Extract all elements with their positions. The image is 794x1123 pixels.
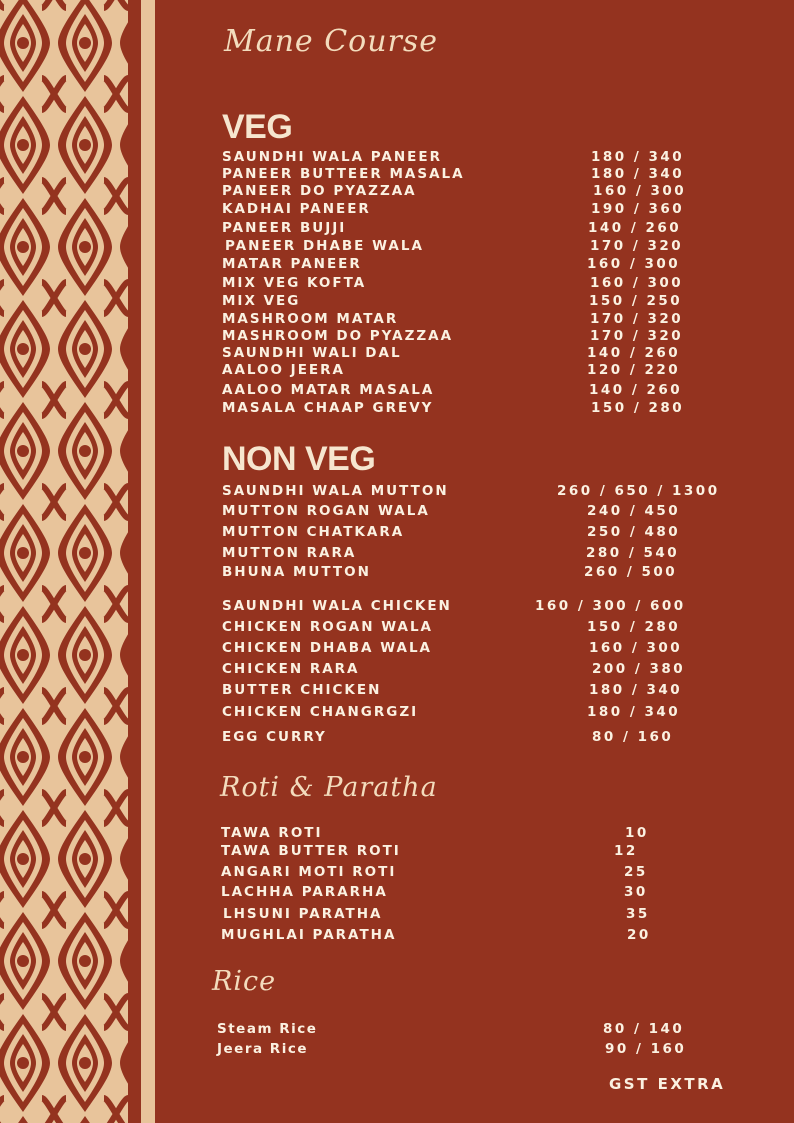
veg-item-price: 170 / 320 xyxy=(590,238,684,254)
roti-item-name: MUGHLAI PARATHA xyxy=(221,927,397,943)
non-veg-item-name: EGG CURRY xyxy=(222,729,327,745)
non-veg-item-name: MUTTON CHATKARA xyxy=(222,524,405,540)
veg-item-name: MATAR PANEER xyxy=(222,256,362,272)
veg-item-price: 180 / 340 xyxy=(591,149,685,165)
decorative-border-line xyxy=(141,0,155,1123)
non-veg-item-price: 250 / 480 xyxy=(587,524,681,540)
gst-note: GST EXTRA xyxy=(609,1075,726,1093)
main-course-heading: Mane Course xyxy=(224,24,439,59)
roti-item-name: TAWA BUTTER ROTI xyxy=(221,843,401,859)
rice-heading: Rice xyxy=(212,966,277,997)
veg-item-price: 140 / 260 xyxy=(588,220,682,236)
non-veg-item-price: 180 / 340 xyxy=(587,704,681,720)
non-veg-item-name: CHICKEN ROGAN WALA xyxy=(222,619,433,635)
veg-item-name: SAUNDHI WALI DAL xyxy=(222,345,402,361)
veg-item-price: 120 / 220 xyxy=(587,362,681,378)
non-veg-item-price: 200 / 380 xyxy=(592,661,686,677)
roti-item-name: TAWA ROTI xyxy=(221,825,323,841)
non-veg-item-price: 260 / 500 xyxy=(584,564,678,580)
non-veg-item-price: 280 / 540 xyxy=(586,545,680,561)
veg-item-name: PANEER BUTTEER MASALA xyxy=(222,166,465,182)
roti-item-name: ANGARI MOTI ROTI xyxy=(221,864,397,880)
veg-item-name: MASHROOM MATAR xyxy=(222,311,399,327)
veg-heading: VEG xyxy=(222,108,293,146)
veg-item-name: PANEER DHABE WALA xyxy=(225,238,424,254)
veg-item-price: 160 / 300 xyxy=(590,275,684,291)
roti-item-name: LHSUNI PARATHA xyxy=(223,906,383,922)
veg-item-name: MIX VEG KOFTA xyxy=(222,275,367,291)
roti-paratha-heading: Roti & Paratha xyxy=(220,772,438,803)
non-veg-item-name: CHICKEN DHABA WALA xyxy=(222,640,432,656)
roti-item-name: LACHHA PARARHA xyxy=(221,884,388,900)
non-veg-item-name: SAUNDHI WALA MUTTON xyxy=(222,483,449,499)
veg-item-name: AALOO JEERA xyxy=(222,362,345,378)
veg-item-name: MASALA CHAAP GREVY xyxy=(222,400,434,416)
veg-item-price: 160 / 300 xyxy=(593,183,687,199)
non-veg-item-name: MUTTON RARA xyxy=(222,545,357,561)
veg-item-price: 160 / 300 xyxy=(587,256,681,272)
veg-item-price: 170 / 320 xyxy=(590,311,684,327)
decorative-pattern-strip xyxy=(0,0,128,1123)
non-veg-item-price: 160 / 300 xyxy=(589,640,683,656)
non-veg-item-price: 80 / 160 xyxy=(592,729,674,745)
non-veg-item-price: 160 / 300 / 600 xyxy=(535,598,686,614)
non-veg-item-name: BUTTER CHICKEN xyxy=(222,682,382,698)
non-veg-item-name: CHICKEN CHANGRGZI xyxy=(222,704,419,720)
rice-item-name: Steam Rice xyxy=(217,1021,318,1037)
non-veg-item-name: SAUNDHI WALA CHICKEN xyxy=(222,598,452,614)
non-veg-item-name: CHICKEN RARA xyxy=(222,661,360,677)
non-veg-item-price: 150 / 280 xyxy=(587,619,681,635)
rice-item-price: 90 / 160 xyxy=(605,1041,687,1057)
veg-item-price: 150 / 280 xyxy=(591,400,685,416)
veg-item-price: 170 / 320 xyxy=(590,328,684,344)
veg-item-price: 180 / 340 xyxy=(591,166,685,182)
veg-item-name: PANEER BUJJI xyxy=(222,220,347,236)
veg-item-name: KADHAI PANEER xyxy=(222,201,371,217)
veg-item-price: 190 / 360 xyxy=(591,201,685,217)
non-veg-item-price: 180 / 340 xyxy=(589,682,683,698)
rice-item-name: Jeera Rice xyxy=(217,1041,308,1057)
veg-item-name: PANEER DO PYAZZAA xyxy=(222,183,417,199)
non-veg-heading: NON VEG xyxy=(222,440,376,478)
veg-item-name: SAUNDHI WALA PANEER xyxy=(222,149,442,165)
veg-item-name: AALOO MATAR MASALA xyxy=(222,382,435,398)
roti-item-price: 12 xyxy=(614,843,638,859)
rice-item-price: 80 / 140 xyxy=(603,1021,685,1037)
veg-item-price: 140 / 260 xyxy=(589,382,683,398)
non-veg-item-name: MUTTON ROGAN WALA xyxy=(222,503,430,519)
roti-item-price: 20 xyxy=(627,927,651,943)
non-veg-item-price: 260 / 650 / 1300 xyxy=(557,483,720,499)
veg-item-name: MASHROOM DO PYAZZAA xyxy=(222,328,454,344)
roti-item-price: 30 xyxy=(624,884,648,900)
non-veg-item-price: 240 / 450 xyxy=(587,503,681,519)
roti-item-price: 35 xyxy=(626,906,650,922)
non-veg-item-name: BHUNA MUTTON xyxy=(222,564,371,580)
veg-item-name: MIX VEG xyxy=(222,293,301,309)
roti-item-price: 25 xyxy=(624,864,648,880)
veg-item-price: 140 / 260 xyxy=(587,345,681,361)
roti-item-price: 10 xyxy=(625,825,649,841)
veg-item-price: 150 / 250 xyxy=(589,293,683,309)
